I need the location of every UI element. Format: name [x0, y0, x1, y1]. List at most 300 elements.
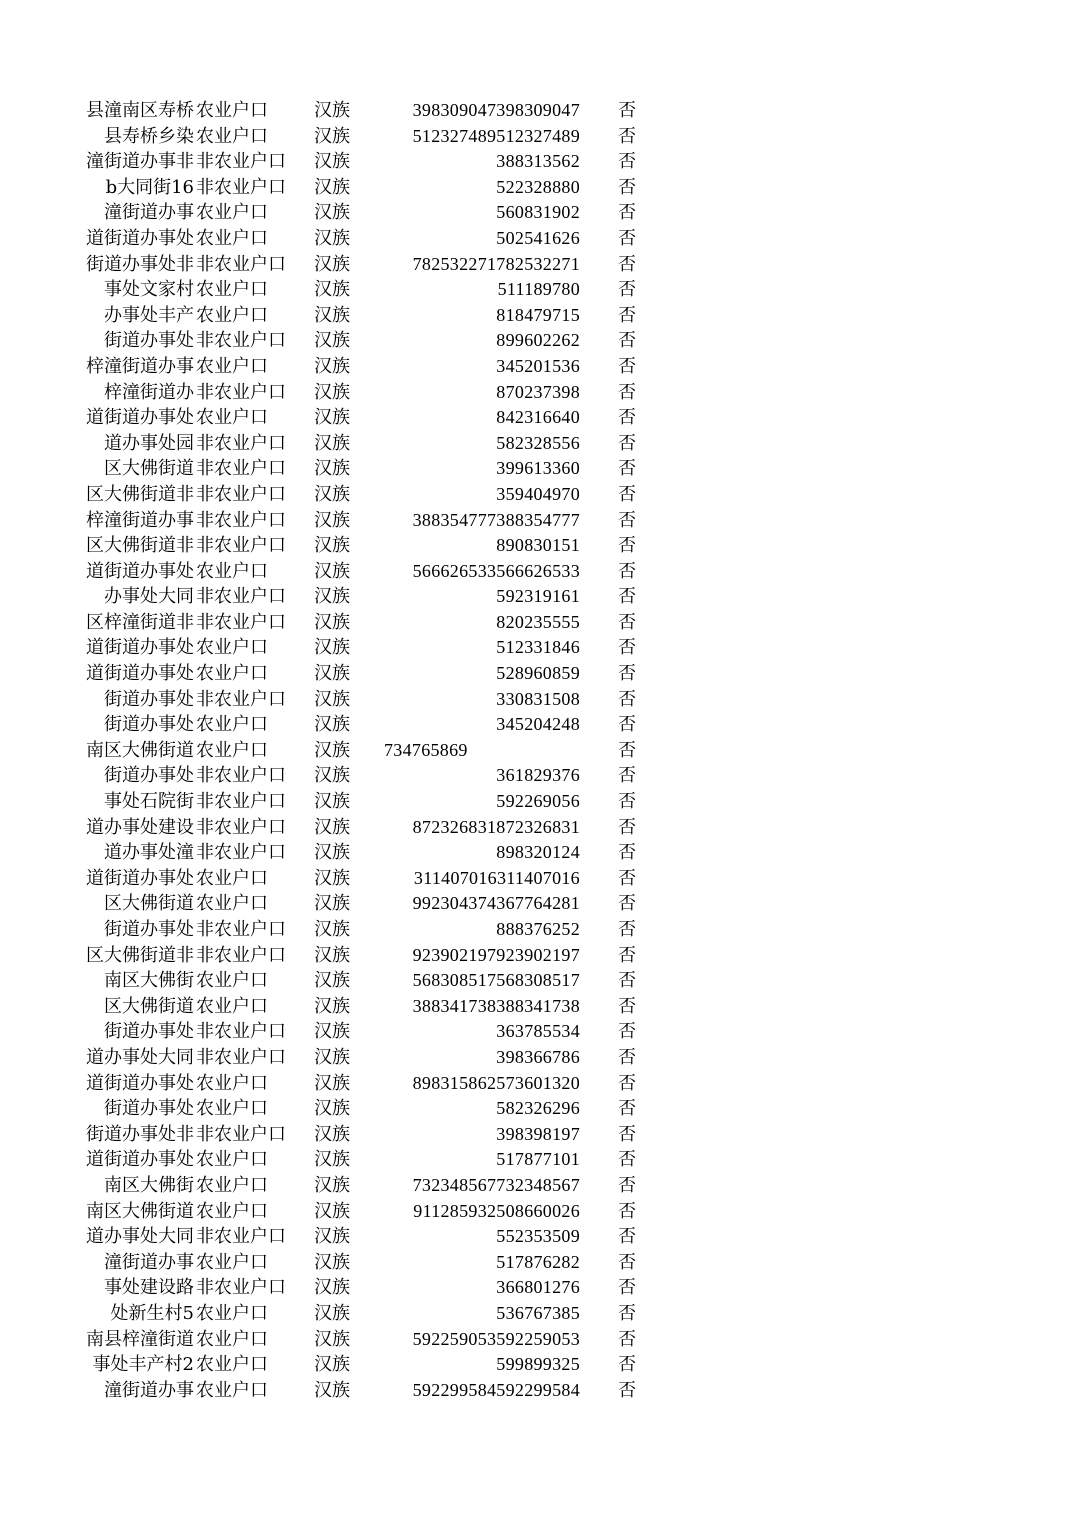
id-number-cell: 568308517568308517	[412, 970, 580, 991]
table-row	[0, 789, 1075, 815]
hukou-type-cell: 非农业户口	[196, 586, 286, 608]
id-number-cell: 923902197923902197	[412, 944, 580, 965]
flag-cell: 否	[618, 1226, 636, 1248]
address-text: 县寿桥乡染	[104, 125, 194, 147]
address-text: 街道办事处	[104, 919, 194, 940]
address-text: 事处文家村	[104, 279, 194, 301]
hukou-type-cell: 农业户口	[196, 867, 268, 889]
flag-cell: 否	[618, 1277, 636, 1299]
table-row	[0, 1071, 1075, 1097]
id-number-cell: 522328880	[496, 176, 580, 197]
address-text: 街道办事处	[104, 1021, 194, 1043]
id-number-cell: 899602262	[496, 330, 580, 351]
flag-cell: 否	[618, 893, 636, 915]
table-row	[0, 994, 1075, 1020]
id-number-cell: 398398197	[496, 1123, 580, 1144]
table-row	[0, 533, 1075, 559]
hukou-type-cell: 非农业户口	[196, 535, 286, 557]
address-cell	[86, 1378, 194, 1404]
address-cell	[86, 610, 194, 636]
flag-cell: 否	[618, 1174, 636, 1196]
ethnicity-cell: 汉族	[314, 1072, 350, 1094]
hukou-type-cell: 农业户口	[196, 739, 268, 761]
table-row	[0, 482, 1075, 508]
address-text: 道街道办事处	[86, 867, 194, 889]
flag-cell: 否	[618, 611, 636, 633]
id-number-cell: 582326296	[496, 1098, 580, 1119]
id-number-cell: 536767385	[496, 1302, 580, 1323]
address-text: 道办事处潼	[104, 842, 194, 864]
table-row	[0, 712, 1075, 738]
hukou-type-cell: 农业户口	[196, 202, 268, 224]
ethnicity-cell: 汉族	[314, 1200, 350, 1222]
flag-cell: 否	[618, 227, 636, 249]
flag-cell: 否	[618, 202, 636, 224]
id-number-cell: 311407016311407016	[413, 867, 580, 888]
ethnicity-cell: 汉族	[314, 714, 350, 736]
id-number-cell: 361829376	[496, 765, 580, 786]
table-row	[0, 252, 1075, 278]
table-row	[0, 968, 1075, 994]
ethnicity-cell: 汉族	[314, 637, 350, 659]
hukou-type-cell: 非农业户口	[196, 483, 286, 505]
hukou-type-cell: 非农业户口	[196, 791, 286, 813]
flag-cell: 否	[618, 765, 636, 787]
address-cell	[86, 635, 194, 661]
address-text: 南区大佛街道	[86, 739, 194, 761]
id-number-cell: 734765869	[384, 739, 468, 760]
ethnicity-cell: 汉族	[314, 381, 350, 403]
id-number-cell: 512327489512327489	[412, 125, 580, 146]
hukou-type-cell: 非农业户口	[196, 253, 286, 275]
table-row	[0, 354, 1075, 380]
id-number-cell: 345201536	[496, 355, 580, 376]
table-row	[0, 1096, 1075, 1122]
hukou-type-cell: 农业户口	[196, 1379, 268, 1401]
table-row	[0, 1147, 1075, 1173]
flag-cell: 否	[618, 458, 636, 480]
flag-cell: 否	[618, 791, 636, 813]
address-text: 道街道办事处	[86, 1072, 194, 1094]
id-number-cell: 502541626	[496, 227, 580, 248]
address-cell	[86, 866, 194, 892]
table-row	[0, 226, 1075, 252]
hukou-type-cell: 农业户口	[196, 560, 268, 582]
ethnicity-cell: 汉族	[314, 355, 350, 377]
hukou-type-cell: 非农业户口	[196, 919, 286, 940]
flag-cell: 否	[618, 509, 636, 531]
table-row	[0, 1019, 1075, 1045]
flag-cell: 否	[618, 381, 636, 403]
address-cell	[86, 840, 194, 866]
ethnicity-cell: 汉族	[314, 816, 350, 838]
id-number-cell: 552353509	[496, 1226, 580, 1247]
flag-cell: 否	[618, 432, 636, 454]
ethnicity-cell: 汉族	[314, 407, 350, 429]
address-text: 处新生村5	[110, 1302, 194, 1324]
ethnicity-cell: 汉族	[314, 253, 350, 275]
table-row	[0, 1352, 1075, 1378]
address-cell	[86, 1301, 194, 1327]
ethnicity-cell: 汉族	[314, 586, 350, 608]
address-cell	[86, 1352, 194, 1378]
ethnicity-cell: 汉族	[314, 560, 350, 582]
address-cell	[86, 149, 194, 175]
table-row	[0, 431, 1075, 457]
table-row	[0, 380, 1075, 406]
address-text: 街道办事处	[104, 765, 194, 787]
table-row	[0, 610, 1075, 636]
id-number-cell: 566626533566626533	[412, 560, 580, 581]
address-cell	[86, 354, 194, 380]
flag-cell: 否	[618, 995, 636, 1017]
table-row	[0, 635, 1075, 661]
flag-cell: 否	[618, 304, 636, 326]
id-number-cell: 592259053592259053	[412, 1328, 580, 1349]
hukou-type-cell: 农业户口	[196, 1354, 268, 1376]
table-row	[0, 98, 1075, 124]
table-row	[0, 1275, 1075, 1301]
hukou-type-cell: 非农业户口	[196, 509, 286, 531]
ethnicity-cell: 汉族	[314, 688, 350, 710]
address-cell	[86, 1327, 194, 1353]
flag-cell: 否	[618, 100, 636, 121]
id-number-cell: 366801276	[496, 1277, 580, 1298]
id-number-cell: 388313562	[496, 151, 580, 172]
ethnicity-cell: 汉族	[314, 893, 350, 915]
address-text: 南区大佛街	[104, 1174, 194, 1196]
table-row	[0, 815, 1075, 841]
table-row	[0, 1327, 1075, 1353]
address-text: 南区大佛街道	[86, 1200, 194, 1222]
address-text: 道办事处建设	[86, 816, 194, 838]
address-text: 道街道办事处	[86, 560, 194, 582]
ethnicity-cell: 汉族	[314, 1123, 350, 1145]
ethnicity-cell: 汉族	[314, 432, 350, 454]
id-number-cell: 872326831872326831	[412, 816, 580, 837]
address-cell	[86, 431, 194, 457]
address-cell	[86, 584, 194, 610]
id-number-cell: 399613360	[496, 458, 580, 479]
hukou-type-cell: 农业户口	[196, 1174, 268, 1196]
address-cell	[86, 482, 194, 508]
address-text: 潼街道办事	[104, 202, 194, 224]
address-text: 道街道办事处	[86, 637, 194, 659]
address-cell	[86, 277, 194, 303]
id-number-cell: 345204248	[496, 714, 580, 735]
ethnicity-cell: 汉族	[314, 791, 350, 813]
address-text: b大同街16	[105, 176, 194, 198]
id-number-cell: 363785534	[496, 1021, 580, 1042]
table-row	[0, 917, 1075, 943]
id-number-cell: 398309047398309047	[412, 100, 580, 120]
hukou-type-cell: 农业户口	[196, 893, 268, 915]
address-cell	[86, 891, 194, 917]
ethnicity-cell: 汉族	[314, 330, 350, 352]
hukou-type-cell: 非农业户口	[196, 816, 286, 838]
hukou-type-cell: 非农业户口	[196, 842, 286, 864]
address-cell	[86, 1199, 194, 1225]
ethnicity-cell: 汉族	[314, 176, 350, 198]
address-cell	[86, 687, 194, 713]
id-number-cell: 388354777388354777	[412, 509, 580, 530]
hukou-type-cell: 农业户口	[196, 100, 268, 121]
hukou-type-cell: 非农业户口	[196, 1277, 286, 1299]
address-cell	[86, 1147, 194, 1173]
table-row	[0, 763, 1075, 789]
address-cell	[86, 226, 194, 252]
address-cell	[86, 1250, 194, 1276]
id-number-cell: 818479715	[496, 304, 580, 325]
table-row	[0, 149, 1075, 175]
id-number-cell: 898315862573601320	[412, 1072, 580, 1093]
ethnicity-cell: 汉族	[314, 1021, 350, 1043]
address-text: 事处丰产村2	[92, 1354, 194, 1376]
address-text: 南区大佛街	[104, 970, 194, 992]
flag-cell: 否	[618, 407, 636, 429]
id-number-cell: 992304374367764281	[412, 893, 580, 914]
hukou-type-cell: 农业户口	[196, 1149, 268, 1171]
id-number-cell: 782532271782532271	[412, 253, 580, 274]
ethnicity-cell: 汉族	[314, 842, 350, 864]
ethnicity-cell: 汉族	[314, 1277, 350, 1299]
flag-cell: 否	[618, 842, 636, 864]
address-cell	[86, 533, 194, 559]
table-row	[0, 405, 1075, 431]
ethnicity-cell: 汉族	[314, 970, 350, 992]
id-number-cell: 388341738388341738	[412, 995, 580, 1016]
address-text: 道街道办事处	[86, 407, 194, 429]
flag-cell: 否	[618, 1123, 636, 1145]
hukou-type-cell: 非农业户口	[196, 1046, 286, 1068]
flag-cell: 否	[618, 637, 636, 659]
hukou-type-cell: 非农业户口	[196, 458, 286, 480]
id-number-cell: 599899325	[496, 1354, 580, 1375]
address-text: 街道办事处非	[86, 1123, 194, 1145]
address-text: 县潼南区寿桥	[86, 100, 194, 121]
table-row	[0, 559, 1075, 585]
spreadsheet-table	[0, 98, 1075, 1403]
flag-cell: 否	[618, 279, 636, 301]
table-row	[0, 456, 1075, 482]
hukou-type-cell: 农业户口	[196, 1098, 268, 1120]
id-number-cell: 592269056	[496, 791, 580, 812]
flag-cell: 否	[618, 125, 636, 147]
table-row	[0, 738, 1075, 764]
address-cell	[86, 98, 194, 124]
table-row	[0, 508, 1075, 534]
flag-cell: 否	[618, 663, 636, 685]
address-cell	[86, 1045, 194, 1071]
table-row	[0, 1045, 1075, 1071]
hukou-type-cell: 非农业户口	[196, 765, 286, 787]
table-row	[0, 200, 1075, 226]
flag-cell: 否	[618, 330, 636, 352]
hukou-type-cell: 农业户口	[196, 1251, 268, 1273]
flag-cell: 否	[618, 1354, 636, 1376]
flag-cell: 否	[618, 355, 636, 377]
table-row	[0, 866, 1075, 892]
id-number-cell: 528960859	[496, 663, 580, 684]
hukou-type-cell: 农业户口	[196, 1328, 268, 1350]
ethnicity-cell: 汉族	[314, 1149, 350, 1171]
id-number-cell: 512331846	[496, 637, 580, 658]
address-cell	[86, 303, 194, 329]
address-text: 道办事处园	[104, 432, 194, 454]
table-row	[0, 277, 1075, 303]
id-number-cell: 842316640	[496, 407, 580, 428]
flag-cell: 否	[618, 535, 636, 557]
ethnicity-cell: 汉族	[314, 1098, 350, 1120]
hukou-type-cell: 非农业户口	[196, 611, 286, 633]
address-cell	[86, 252, 194, 278]
ethnicity-cell: 汉族	[314, 1379, 350, 1401]
hukou-type-cell: 非农业户口	[196, 381, 286, 403]
flag-cell: 否	[618, 1200, 636, 1222]
table-row	[0, 1173, 1075, 1199]
hukou-type-cell: 农业户口	[196, 355, 268, 377]
address-cell	[86, 508, 194, 534]
ethnicity-cell: 汉族	[314, 1226, 350, 1248]
address-cell	[86, 1096, 194, 1122]
hukou-type-cell: 非农业户口	[196, 176, 286, 198]
flag-cell: 否	[618, 739, 636, 761]
flag-cell: 否	[618, 970, 636, 992]
hukou-type-cell: 非农业户口	[196, 1021, 286, 1043]
hukou-type-cell: 农业户口	[196, 714, 268, 736]
table-row	[0, 1122, 1075, 1148]
ethnicity-cell: 汉族	[314, 1302, 350, 1324]
address-text: 潼街道办事	[104, 1251, 194, 1273]
address-cell	[86, 789, 194, 815]
ethnicity-cell: 汉族	[314, 611, 350, 633]
table-row	[0, 943, 1075, 969]
address-cell	[86, 328, 194, 354]
flag-cell: 否	[618, 560, 636, 582]
flag-cell: 否	[618, 714, 636, 736]
id-number-cell: 560831902	[496, 202, 580, 223]
flag-cell: 否	[618, 919, 636, 940]
address-text: 梓潼街道办	[104, 381, 194, 403]
address-text: 街道办事处	[104, 714, 194, 736]
flag-cell: 否	[618, 1328, 636, 1350]
hukou-type-cell: 非农业户口	[196, 330, 286, 352]
hukou-type-cell: 农业户口	[196, 125, 268, 147]
flag-cell: 否	[618, 176, 636, 198]
hukou-type-cell: 农业户口	[196, 1072, 268, 1094]
flag-cell: 否	[618, 1021, 636, 1043]
table-row	[0, 175, 1075, 201]
hukou-type-cell: 农业户口	[196, 970, 268, 992]
ethnicity-cell: 汉族	[314, 1174, 350, 1196]
address-text: 梓潼街道办事	[86, 355, 194, 377]
hukou-type-cell: 非农业户口	[196, 1123, 286, 1145]
ethnicity-cell: 汉族	[314, 535, 350, 557]
ethnicity-cell: 汉族	[314, 663, 350, 685]
hukou-type-cell: 农业户口	[196, 304, 268, 326]
table-row	[0, 328, 1075, 354]
flag-cell: 否	[618, 816, 636, 838]
table-row	[0, 891, 1075, 917]
address-cell	[86, 200, 194, 226]
address-cell	[86, 1071, 194, 1097]
hukou-type-cell: 农业户口	[196, 663, 268, 685]
address-text: 街道办事处	[104, 1098, 194, 1120]
table-row	[0, 1301, 1075, 1327]
address-cell	[86, 943, 194, 969]
address-cell	[86, 1173, 194, 1199]
table-row	[0, 840, 1075, 866]
id-number-cell: 888376252	[496, 919, 580, 939]
ethnicity-cell: 汉族	[314, 1251, 350, 1273]
ethnicity-cell: 汉族	[314, 151, 350, 173]
table-row	[0, 661, 1075, 687]
id-number-cell: 511189780	[497, 279, 580, 300]
address-text: 事处石院街	[104, 791, 194, 813]
address-cell	[86, 380, 194, 406]
ethnicity-cell: 汉族	[314, 279, 350, 301]
ethnicity-cell: 汉族	[314, 227, 350, 249]
address-text: 事处建设路	[104, 1277, 194, 1299]
flag-cell: 否	[618, 586, 636, 608]
hukou-type-cell: 农业户口	[196, 1302, 268, 1324]
address-text: 道街道办事处	[86, 1149, 194, 1171]
id-number-cell: 517876282	[496, 1251, 580, 1272]
id-number-cell: 911285932508660026	[413, 1200, 580, 1221]
flag-cell: 否	[618, 1098, 636, 1120]
address-text: 办事处丰产	[104, 304, 194, 326]
id-number-cell: 870237398	[496, 381, 580, 402]
id-number-cell: 517877101	[496, 1149, 580, 1170]
address-text: 区梓潼街道非	[86, 611, 194, 633]
hukou-type-cell: 农业户口	[196, 407, 268, 429]
ethnicity-cell: 汉族	[314, 1046, 350, 1068]
address-text: 区大佛街道	[104, 458, 194, 480]
address-cell	[86, 763, 194, 789]
flag-cell: 否	[618, 253, 636, 275]
address-text: 梓潼街道办事	[86, 509, 194, 531]
address-text: 区大佛街道	[104, 893, 194, 915]
address-cell	[86, 1224, 194, 1250]
ethnicity-cell: 汉族	[314, 125, 350, 147]
address-cell	[86, 456, 194, 482]
address-text: 南县梓潼街道	[86, 1328, 194, 1350]
address-text: 办事处大同	[104, 586, 194, 608]
flag-cell: 否	[618, 1046, 636, 1068]
flag-cell: 否	[618, 1379, 636, 1401]
address-cell	[86, 124, 194, 150]
table-row	[0, 1199, 1075, 1225]
hukou-type-cell: 农业户口	[196, 279, 268, 301]
ethnicity-cell: 汉族	[314, 458, 350, 480]
flag-cell: 否	[618, 1149, 636, 1171]
address-cell	[86, 559, 194, 585]
address-cell	[86, 175, 194, 201]
flag-cell: 否	[618, 483, 636, 505]
hukou-type-cell: 非农业户口	[196, 944, 286, 966]
id-number-cell: 890830151	[496, 535, 580, 556]
ethnicity-cell: 汉族	[314, 202, 350, 224]
address-cell	[86, 1019, 194, 1045]
hukou-type-cell: 农业户口	[196, 1200, 268, 1222]
flag-cell: 否	[618, 1072, 636, 1094]
address-cell	[86, 712, 194, 738]
hukou-type-cell: 非农业户口	[196, 151, 286, 173]
hukou-type-cell: 非农业户口	[196, 688, 286, 710]
table-row	[0, 1378, 1075, 1404]
flag-cell: 否	[618, 151, 636, 173]
table-row	[0, 584, 1075, 610]
